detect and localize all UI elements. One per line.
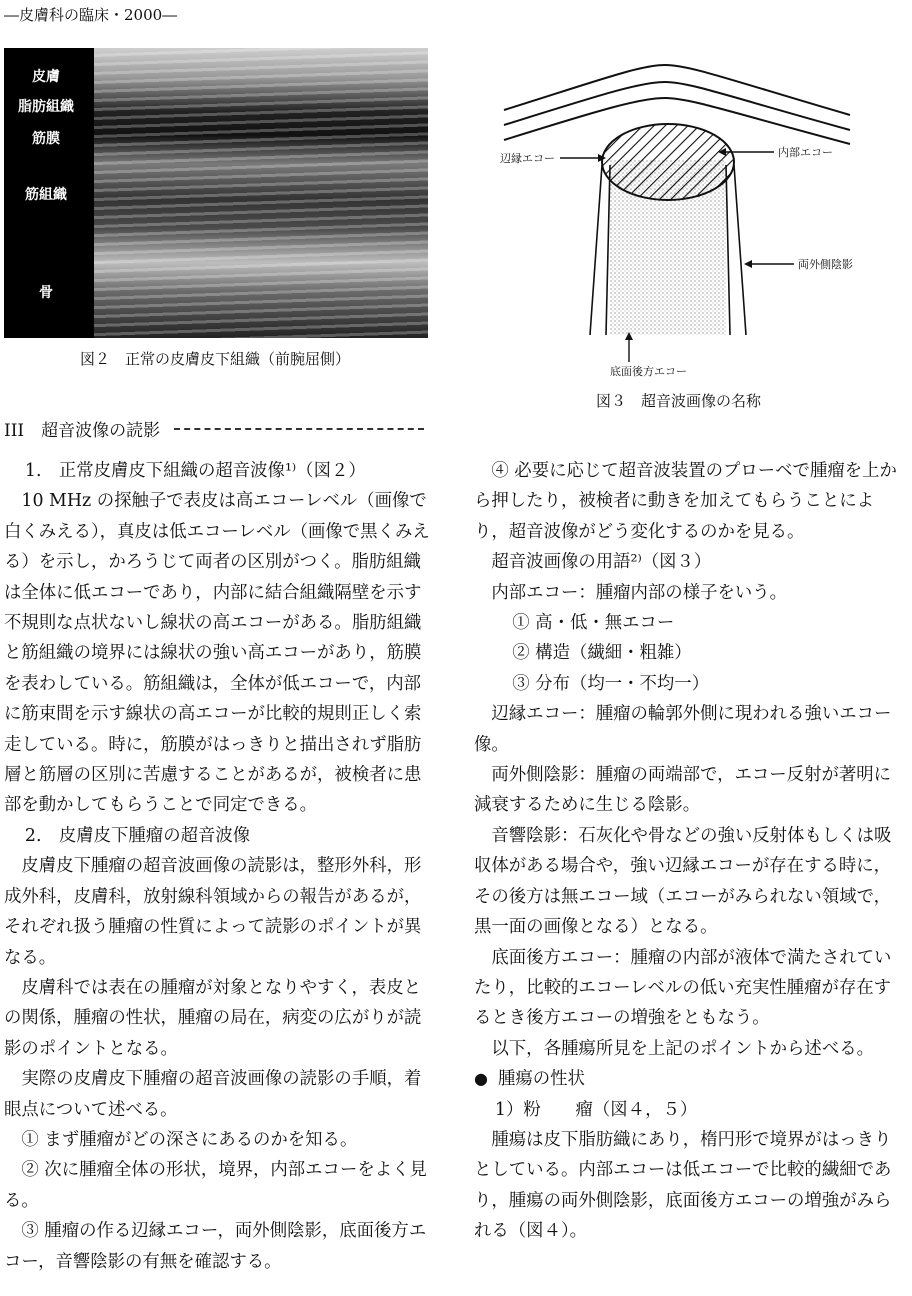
figure-3-caption: 図３ 超音波画像の名称 [596, 392, 762, 410]
tumor-ellipse [602, 124, 734, 200]
term-lateral-shadow: 両外側陰影：腫瘤の両端部で，エコー反射が著明に減衰するために生じる陰影。 [474, 765, 892, 816]
section-title: III 超音波像の読影 [4, 421, 161, 441]
skin-layer-line [504, 82, 850, 130]
ultrasound-image [94, 48, 428, 338]
terms-title: 超音波画像の用語²⁾（図３） [491, 552, 712, 573]
bullet-icon: ● [474, 1069, 488, 1089]
paragraph: 以下，各腫瘍所見を上記のポイントから述べる。 [491, 1038, 874, 1059]
running-header: ―皮膚科の臨床・2000― [4, 6, 178, 24]
heading-tumor-properties [474, 1064, 902, 1094]
lateral-shadow-line [726, 165, 730, 335]
section-rule [174, 428, 424, 430]
arrow-lateral [744, 260, 752, 268]
list-item: ② 次に腫瘤全体の形状，境界，内部エコーをよく見る。 [4, 1160, 427, 1211]
skin-layer-line [504, 65, 850, 115]
label-fascia: 筋膜 [32, 131, 60, 147]
paragraph: 10 MHz の探触子で表皮は高エコーレベル（画像で白くみえる），真皮は低エコーレベル（画像で黒くみえる）を示し，かろうじて両者の区別がつく。脂肪組織は全体に低エコーであり，内部に結合組織隔壁を示す不規則な点状ないし線状の高エコーがある。脂肪組織と筋組織の境界には線状の強い高エコーがあり，筋膜を表わしている。筋組織は，全体が低エコーで，内部に筋束間を示す線状の高エコーが比較的規則正しく索走している。時に，筋膜がはっきりと描出されず脂肪層と筋層の区別に苦慮することがあるが，被検者に患部を動かしてもらうことで同定できる。 [4, 491, 430, 816]
list-item: ③ 腫瘤の作る辺縁エコー，両外側陰影，底面後方エコー，音響陰影の有無を確認する。 [4, 1221, 427, 1272]
list-item: ① まず腫瘤がどの深さにあるのかを知る。 [21, 1129, 358, 1150]
term-posterior-echo: 底面後方エコー：腫瘤の内部が液体で満たされていたり，比較的エコーレベルの低い充実性腫瘤が存在するとき後方エコーの増強をともなう。 [474, 947, 892, 1029]
label-posterior-echo: 底面後方エコー [610, 365, 687, 378]
term-sub-item: ③ 分布（均一・不均一） [512, 673, 710, 694]
subheading-normal-skin: 1. 正常皮膚皮下組織の超音波像¹⁾（図２） [24, 461, 366, 481]
label-fat: 脂肪組織 [18, 99, 74, 115]
section-heading [4, 416, 424, 441]
paragraph: 実際の皮膚皮下腫瘤の超音波画像の読影の手順，着眼点について述べる。 [4, 1069, 422, 1120]
figure-2-caption: 図２ 正常の皮膚皮下組織（前腕屈側） [80, 350, 351, 368]
figure-3-diagram [490, 40, 910, 378]
paragraph: 皮膚皮下腫瘤の超音波画像の読影は，整形外科，形成外科，皮膚科，放射線科領域からの報告があるが，それぞれ扱う腫瘤の性質によって読影のポイントが異なる。 [4, 856, 422, 968]
label-muscle: 筋組織 [25, 187, 67, 203]
term-internal-echo: 内部エコー：腫瘤内部の様子をいう。 [491, 582, 788, 603]
right-column [474, 456, 902, 1247]
subheading-tumor-ultrasound: 2. 皮膚皮下腫瘤の超音波像 [24, 825, 251, 846]
lateral-shadow-line [590, 165, 602, 335]
heading-text: 腫瘍の性状 [497, 1069, 585, 1090]
figure-2-ultrasound [4, 48, 428, 338]
term-sub-item: ① 高・低・無エコー [512, 613, 675, 634]
label-skin: 皮膚 [32, 69, 60, 85]
label-internal-echo: 内部エコー [778, 146, 833, 159]
term-acoustic-shadow: 音響陰影：石灰化や骨などの強い反射体もしくは吸収体がある場合や，強い辺縁エコーが存在する時に，その後方は無エコー域（エコーがみられない領域で，黒一面の画像となる）となる。 [474, 825, 892, 938]
label-bone: 骨 [39, 285, 53, 301]
term-sub-item: ② 構造（繊細・粗雑） [512, 643, 692, 664]
lateral-shadow-line [734, 165, 746, 335]
subheading-atheroma: 1）粉 瘤（図４，５） [494, 1099, 698, 1120]
paragraph: 腫瘍は皮下脂肪織にあり，楕円形で境界がはっきりとしている。内部エコーは低エコーで比較的繊細であり，腫瘍の両外側陰影，底面後方エコーの増強がみられる（図４）。 [474, 1129, 892, 1242]
label-lateral-shadow: 両外側陰影 [798, 258, 853, 271]
left-column [4, 456, 432, 1277]
label-marginal-echo: 辺縁エコー [500, 152, 555, 165]
term-marginal-echo: 辺縁エコー：腫瘤の輪郭外側に現われる強いエコー像。 [474, 704, 892, 755]
paragraph: 皮膚科では表在の腫瘤が対象となりやすく，表皮との関係，腫瘤の性状，腫瘤の局在，病変の広がりが読影のポイントとなる。 [4, 977, 422, 1059]
lateral-shadow-line [606, 165, 610, 335]
list-item: ④ 必要に応じて超音波装置のプローベで腫瘤を上から押したり，被検者に動きを加えてもらうことにより，超音波像がどう変化するのかを見る。 [474, 461, 897, 542]
